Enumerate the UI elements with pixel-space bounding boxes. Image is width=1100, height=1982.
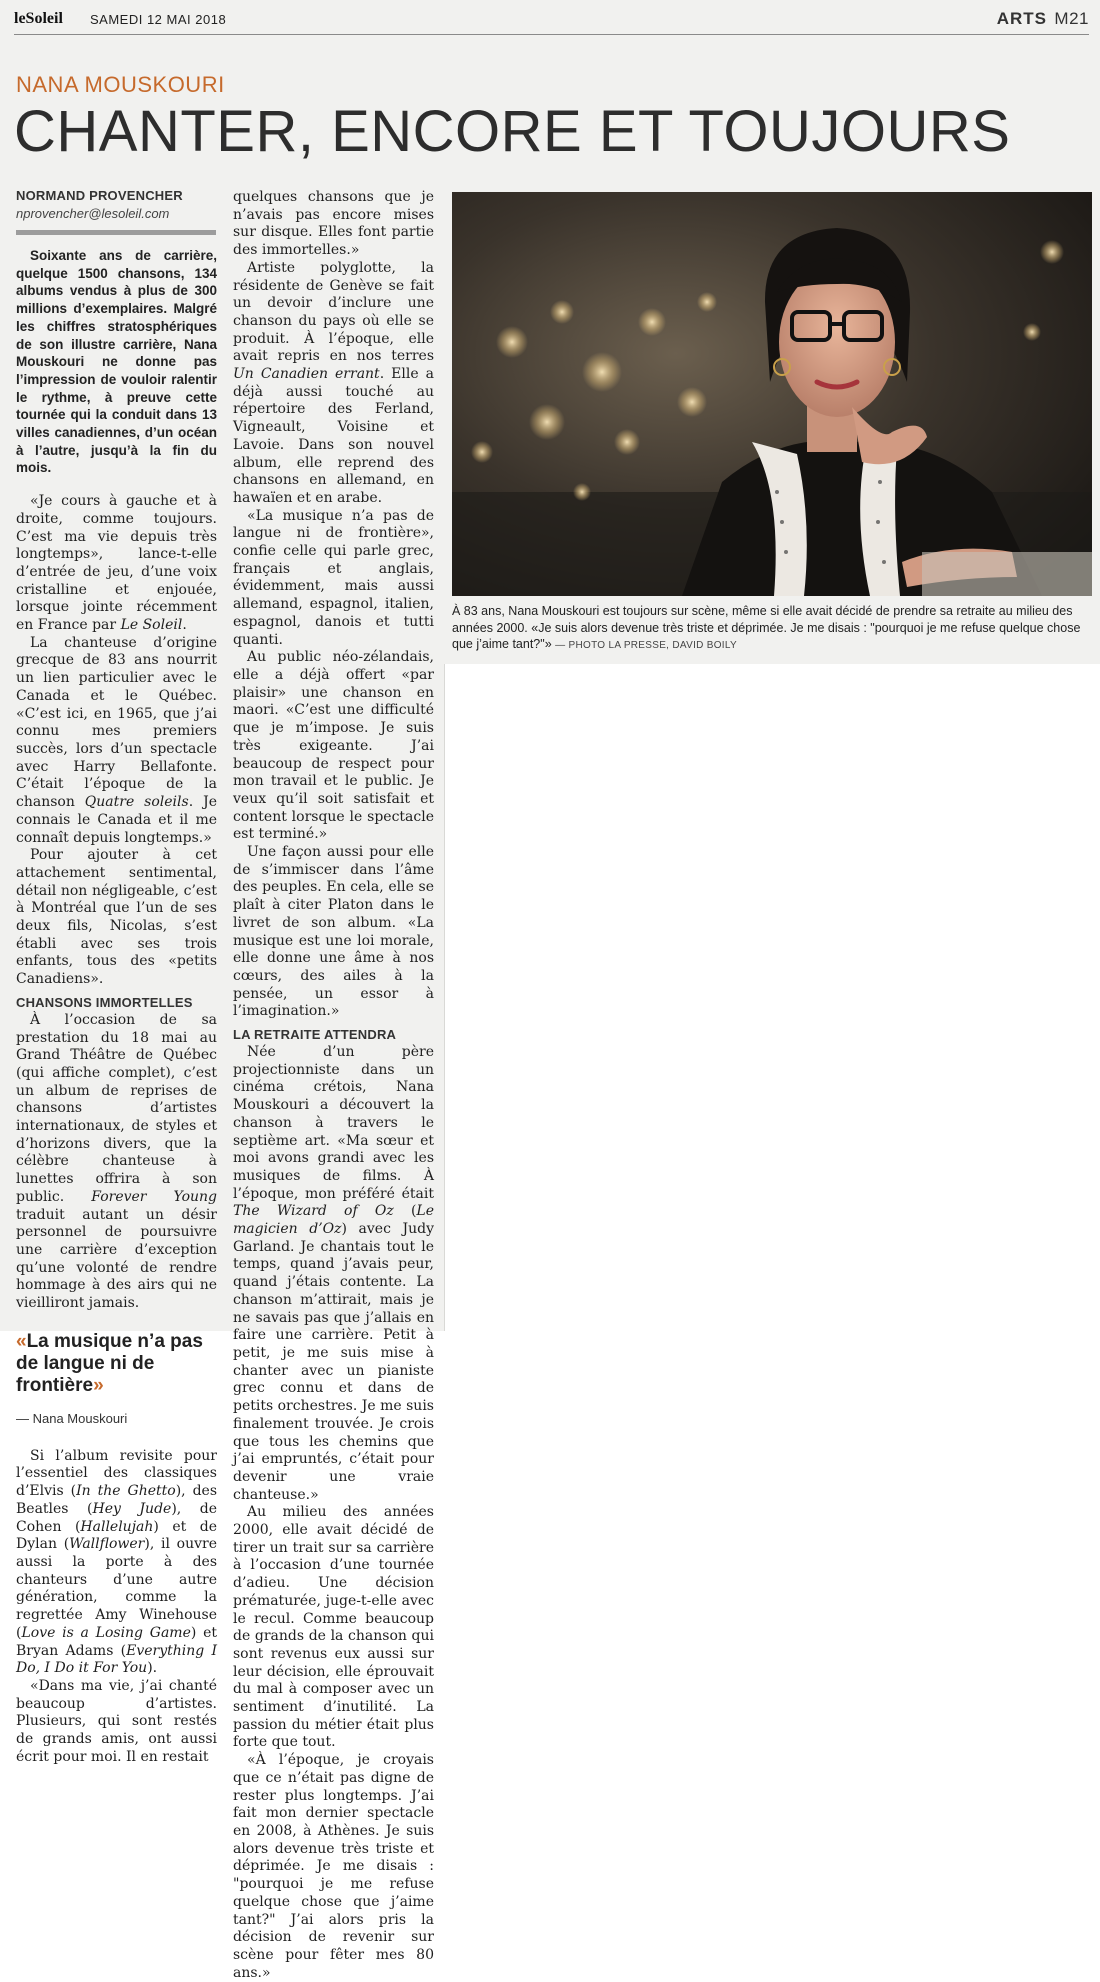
article-column-2 <box>233 189 434 1982</box>
paragraph: Artiste polyglotte, la résidente de Genève se fait un devoir d’inclure une chanson du pays où elle se produit. À l’époque, elle avait repris en nos terres Un Canadien errant. Elle a déjà aussi touché au répertoire des Ferland, Vigneault, Voisine et Lavoie. Dans son nouvel album, elle reprend des chansons en allemand, en hawaïen et en arabe. <box>233 259 434 506</box>
paragraph: Au public néo-zélandais, elle a déjà offert «par plaisir» une chanson en maori. «C’est une difficulté que je m’impose. Je suis très exigeante. J’ai beaucoup de respect pour mon travail et le public. Je veux qu’il soit satisfait et content lorsque le spectacle est terminé.» <box>233 649 434 843</box>
author-email: nprovencher@lesoleil.com <box>16 206 170 221</box>
byline <box>16 188 216 221</box>
paragraph: Une façon aussi pour elle de s’immiscer dans l’âme des peuples. En cela, elle se plaît à citer Platon dans le livret de son album. «La musique est une loi morale, elle donne une âme à nos cœurs, des ailes à la pensée, un essor à l’imagination.» <box>233 844 434 1020</box>
pull-quote-text: La musique n’a pas de langue ni de frontière <box>16 1330 203 1396</box>
paragraph: La chanteuse d’origine grecque de 83 ans nourrit un lien particulier avec le Canada et le Québec. «C’est ici, en 1965, que j’ai connu mes premiers succès, lors d’un spectacle avec Harry Bellafonte. C’était l’époque de la chanson Quatre soleils. Je connais le Canada et il me connaît depuis longtemps.» <box>16 634 217 846</box>
paragraph: À l’occasion de sa prestation du 18 mai au Grand Théâtre de Québec (qui affiche complet), c’est un album de reprises de chansons d’artistes internationaux, de styles et d’horizons divers, que la célèbre chanteuse à lunettes offrira à son public. Forever Young traduit autant un désir personnel de poursuivre une carrière d’exception qu’une volonté de rendre hommage à des airs qui ne vieilliront jamais. <box>16 1011 217 1312</box>
portrait-illustration <box>452 192 1092 596</box>
headline: CHANTER, ENCORE ET TOUJOURS <box>14 99 1011 164</box>
caption-text: À 83 ans, Nana Mouskouri est toujours sur scène, même si elle avait décidé de prendre sa retraite au milieu des années 2000. «Je suis alors devenue très triste et déprimée. Je me disais : "pourquoi je me refuse quelque chose que j’aime tant?"» <box>452 604 1081 651</box>
clipping-edge <box>444 664 445 1331</box>
byline-rule <box>16 230 216 235</box>
subhead: CHANSONS IMMORTELLES <box>16 994 193 1010</box>
paragraph: «Dans ma vie, j’ai chanté beaucoup d’artistes. Plusieurs, qui sont restés de grands amis, ont aussi écrit pour moi. Il en restait <box>16 1677 217 1765</box>
open-quote-mark: « <box>16 1330 27 1352</box>
photo-caption <box>452 603 1097 655</box>
paragraph: «À l’époque, je croyais que ce n’était pas digne de rester plus longtemps. J’ai fait mon dernier spectacle en 2008, à Athènes. Je suis alors devenue très triste et déprimée. Je me disais : "pourquoi je me refuse quelque chose que j’aime tant?" J’ai alors pris la décision de revenir sur scène pour fêter mes 80 ans.» <box>233 1752 434 1981</box>
newspaper-logo: leSoleil <box>14 10 63 27</box>
paragraph: Si l’album revisite pour l’essentiel des classiques d’Elvis (In the Ghetto), des Beatles (Hey Jude), de Cohen (Hallelujah) et de Dylan (Wallflower), il ouvre aussi la porte à des chanteurs d’une autre génération, comme la regrettée Amy Winehouse (Love is a Losing Game) et Bryan Adams (Everything I Do, I Do it For You). <box>16 1447 218 1677</box>
kicker: NANA MOUSKOURI <box>16 72 225 97</box>
portrait-photo <box>452 192 1092 596</box>
issue-date: SAMEDI 12 MAI 2018 <box>90 12 227 27</box>
paragraph: Née d’un père projectionniste dans un cinéma crétois, Nana Mouskouri a découvert la chanson à travers le septième art. «Ma sœur et moi avons grandi avec les musiques de films. À l’époque, mon préféré était The Wizard of Oz (Le magicien d’Oz) avec Judy Garland. Je chantais tout le temps, quand j’avais peur, quand j’étais contente. La chanson m’attirait, mais je ne savais pas que j’allais en faire une carrière. Petit à petit, je me suis mise à chanter avec un pianiste grec connu et dans de petits orchestres. Je me suis finalement trouvée. Je crois que tous les chemins que j’ai empruntés, c’était pour devenir une vraie chanteuse.» <box>233 1044 435 1503</box>
article-column-1 <box>16 247 217 1766</box>
photo-credit: — PHOTO LA PRESSE, DAVID BOILY <box>555 640 737 651</box>
lead-paragraph: Soixante ans de carrière, quelque 1500 chansons, 134 albums vendus à plus de 300 millions d’exemplaires. Malgré les chiffres stratosphériques de son illustre carrière, Nana Mouskouri ne donne pas l’impression de vouloir ralentir le rythme, à preuve cette tournée qui la conduit dans 13 villes canadiennes, d’un océan à l’autre, jusqu’à la fin du mois. <box>16 248 217 476</box>
pull-quote-source: — Nana Mouskouri <box>16 1410 128 1426</box>
page-number: M21 <box>1054 9 1089 28</box>
paragraph: «La musique n’a pas de langue ni de frontière», confie celle qui parle grec, français et anglais, évidemment, mais aussi allemand, espagnol, italien, espagnol, danois et tutti quanti. <box>233 507 434 648</box>
paragraph: «Je cours à gauche et à droite, comme toujours. C’est ma vie depuis très longtemps», lance-t-elle d’entrée de jeu, d’une voix cristalline et enjouée, lorsque jointe récemment en France par Le Soleil. <box>16 493 217 634</box>
section-name: ARTS <box>996 9 1047 28</box>
close-quote-mark: » <box>93 1374 104 1396</box>
masthead <box>14 8 1089 35</box>
author-name: NORMAND PROVENCHER <box>16 188 183 203</box>
paragraph: Pour ajouter à cet attachement sentimental, détail non négligeable, c’est à Montréal que l’un de ses deux fils, Nicolas, s’est établi avec ses trois enfants, tous des «petits Canadiens». <box>16 847 217 988</box>
subhead: LA RETRAITE ATTENDRA <box>233 1027 397 1043</box>
paragraph: Au milieu des années 2000, elle avait décidé de tirer un trait sur sa carrière à l’occasion d’une tournée d’adieu. Une décision prématurée, juge-t-elle avec le recul. Comme beaucoup de grands de la chanson qui sont revenus eux aussi sur leur décision, elle éprouvait du mal à composer avec un sentiment d’inutilité. La passion du métier était plus forte que tout. <box>233 1504 434 1751</box>
paragraph: quelques chansons que je n’avais pas encore mises sur disque. Elles font partie des immortelles.» <box>233 189 434 259</box>
pull-quote <box>16 1331 217 1426</box>
